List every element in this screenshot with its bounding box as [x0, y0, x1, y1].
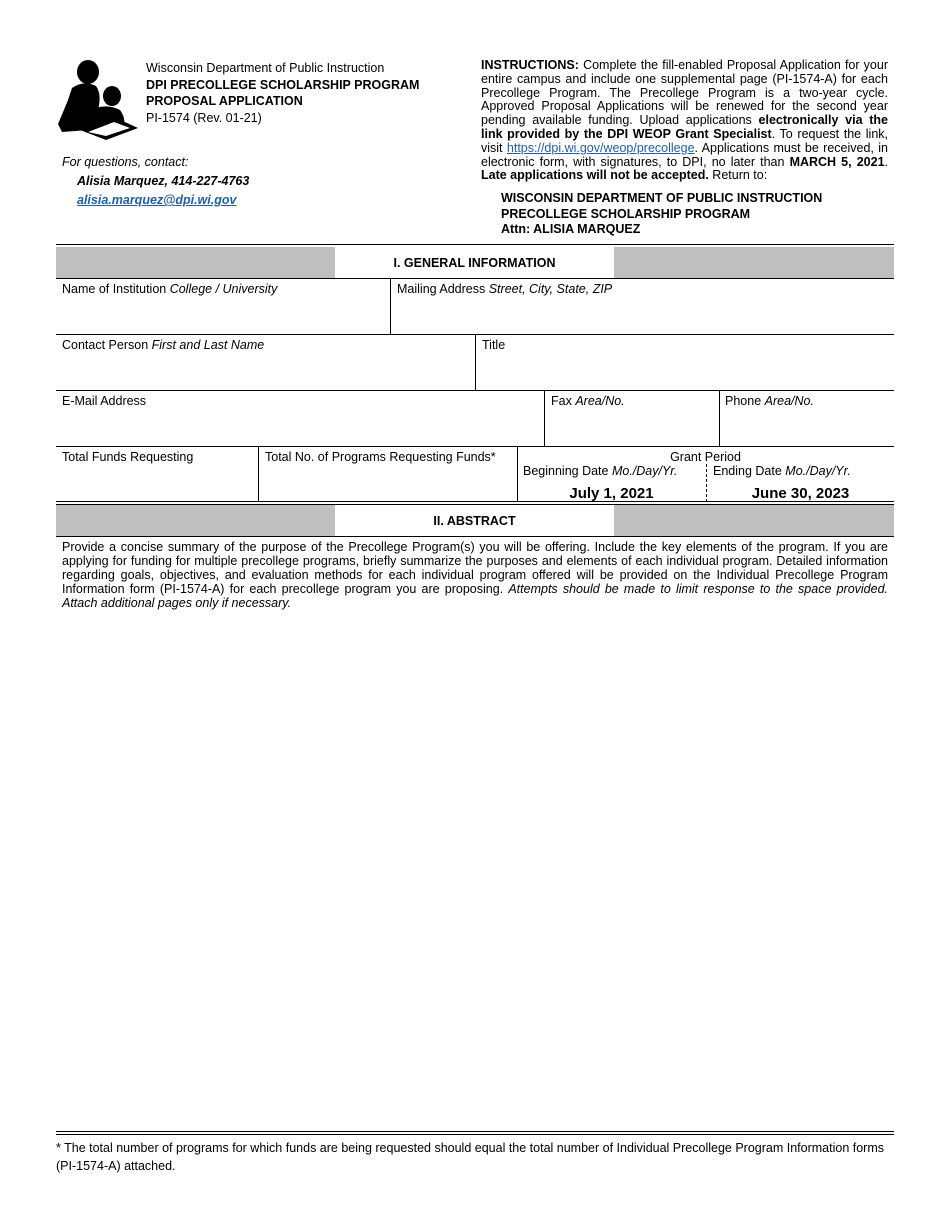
instructions-lead: INSTRUCTIONS: — [481, 58, 579, 72]
title-label: Title — [482, 338, 506, 352]
instructions-text: . Applications must be received, in electronic form, with signatures, to DPI, no later than — [481, 140, 888, 169]
instructions-text: . To request the link, visit — [481, 126, 888, 155]
section-abstract-title: II. ABSTRACT — [335, 505, 614, 536]
mailing-address-label — [397, 282, 612, 296]
instructions-text: Complete the fill-enabled Proposal Application for your entire campus and include one supplemental page (PI-1574-A) for each Precollege Program. The Precollege Program is a two-year cycle. Approved Proposal Applications will be renewed for the second year pending available funding. Upload applications — [481, 58, 888, 128]
contact-person-field[interactable] — [62, 354, 468, 386]
total-programs-field[interactable] — [265, 466, 511, 498]
ending-date-value[interactable]: June 30, 2023 — [751, 485, 850, 502]
divider — [475, 334, 476, 390]
contact-label: For questions, contact: — [62, 155, 189, 169]
label-text: Fax — [551, 394, 576, 408]
title-field[interactable] — [482, 354, 887, 386]
contact-email-link[interactable]: alisia.marquez@dpi.wi.gov — [77, 193, 237, 207]
total-funds-field[interactable] — [62, 466, 252, 498]
form-title: PROPOSAL APPLICATION — [146, 94, 303, 108]
form-header — [146, 60, 419, 126]
rule — [56, 278, 894, 279]
form-number: PI-1574 (Rev. 01-21) — [146, 110, 262, 125]
label-hint: Street, City, State, ZIP — [488, 282, 613, 296]
label-hint: Area/No. — [764, 394, 814, 408]
divider — [390, 278, 391, 334]
section-abstract-header — [56, 505, 894, 536]
label-text: Contact Person — [62, 338, 152, 352]
phone-label — [725, 394, 814, 408]
instructions — [481, 59, 888, 183]
instructions-bold: electronically via the link provided by the DPI WEOP Grant Specialist — [481, 113, 888, 141]
email-field[interactable] — [62, 410, 538, 442]
contact-name: Alisia Marquez, 414-227-4763 — [77, 174, 250, 188]
label-hint: First and Last Name — [151, 338, 265, 352]
total-programs-label: Total No. of Programs Requesting Funds* — [265, 450, 496, 464]
label-hint: Mo./Day/Yr. — [785, 464, 851, 478]
footnote: * The total number of programs for which funds are being requested should equal the total number of Individual Precollege Program Information forms (PI-1574-A) attached. — [56, 1141, 885, 1173]
instructions-text: . — [884, 154, 889, 169]
dpi-logo — [58, 58, 138, 140]
return-address — [501, 191, 822, 238]
rule — [56, 446, 894, 447]
section-general-title: I. GENERAL INFORMATION — [335, 247, 614, 278]
label-hint: College / University — [169, 282, 278, 296]
section-general-header — [56, 247, 894, 278]
label-text: Beginning Date — [523, 464, 612, 478]
label-text: Phone — [725, 394, 765, 408]
institution-field[interactable] — [62, 298, 384, 330]
fax-label — [551, 394, 625, 408]
agency-name: Wisconsin Department of Public Instruction — [146, 61, 385, 75]
abstract-instructions — [62, 540, 888, 610]
email-label: E-Mail Address — [62, 394, 147, 408]
rule — [56, 390, 894, 391]
abstract-field[interactable] — [62, 612, 888, 1127]
precollege-link[interactable]: https://dpi.wi.gov/weop/precollege — [506, 140, 695, 155]
divider — [258, 446, 259, 502]
double-rule — [56, 1131, 894, 1135]
institution-label — [62, 282, 277, 296]
return-line: PRECOLLEGE SCHOLARSHIP PROGRAM — [501, 206, 751, 221]
phone-field[interactable] — [725, 410, 887, 442]
total-funds-label: Total Funds Requesting — [62, 450, 194, 464]
label-text: Mailing Address — [397, 282, 489, 296]
abstract-text: Provide a concise summary of the purpose of the Precollege Program(s) you will be offering. Include the key elements of the program. If you are applying for funding for multiple precollege programs, briefly summarize the purposes and elements of each individual program. Detailed information regarding goals, objectives, and evaluation methods for each individual program offered will be provided on the Individual Precollege Program Information form (PI-1574-A) for each precollege program you are proposing. — [62, 540, 888, 596]
label-text: Ending Date — [713, 464, 786, 478]
fax-field[interactable] — [551, 410, 713, 442]
beginning-date-label — [523, 464, 677, 478]
beginning-date-value[interactable]: July 1, 2021 — [569, 485, 654, 502]
divider — [544, 390, 545, 446]
label-text: Name of Institution — [62, 282, 170, 296]
contact-block — [62, 153, 249, 210]
return-line: WISCONSIN DEPARTMENT OF PUBLIC INSTRUCTION — [501, 191, 823, 205]
label-hint: Area/No. — [575, 394, 625, 408]
deadline: MARCH 5, 2021 — [789, 154, 885, 169]
late-notice: Late applications will not be accepted. — [481, 168, 709, 183]
grant-period-label: Grant Period — [670, 450, 741, 464]
label-hint: Mo./Day/Yr. — [611, 464, 678, 478]
instructions-text: Return to: — [708, 168, 768, 183]
abstract-note: Attempts should be made to limit response to the space provided. Attach additional pages only if necessary. — [62, 582, 888, 610]
return-line: Attn: ALISIA MARQUEZ — [501, 222, 641, 236]
contact-person-label — [62, 338, 264, 352]
program-name: DPI PRECOLLEGE SCHOLARSHIP PROGRAM — [146, 77, 420, 92]
divider — [719, 390, 720, 446]
rule — [56, 536, 894, 537]
mailing-address-field[interactable] — [397, 298, 887, 330]
ending-date-label — [713, 464, 851, 478]
